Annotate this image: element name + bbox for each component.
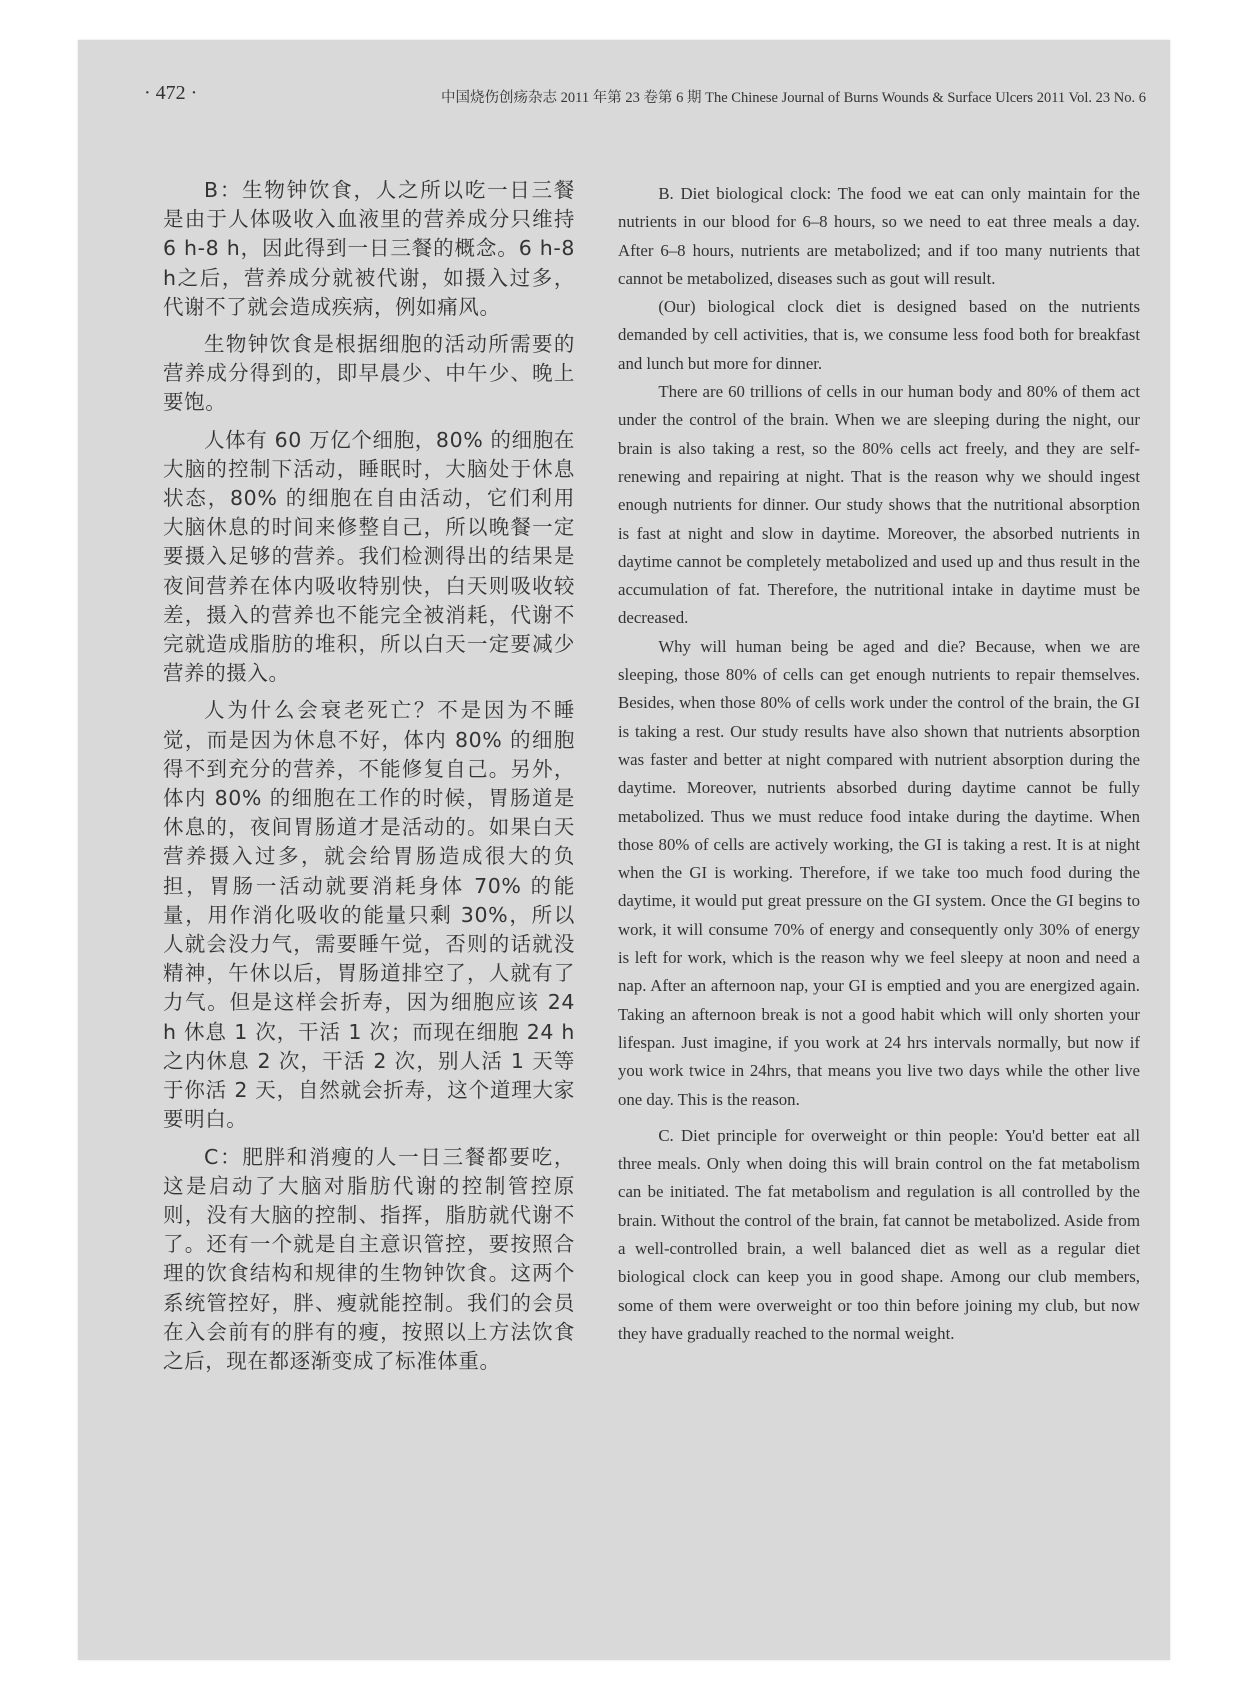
cn-paragraph-clock-diet: 生物钟饮食是根据细胞的活动所需要的营养成分得到的，即早晨少、中午少、晚上要饱。	[163, 332, 575, 415]
en-paragraph-b: B. Diet biological clock: The food we eat can only maintain for the nutrients in our blood for 6–8 hours, so we need to eat three meals a day. After 6–8 hours, nutrients are metabolized; and if too many nutrients that cannot be metabolized, diseases such as gout will result.	[618, 184, 1140, 288]
cn-paragraph-aging: 人为什么会衰老死亡？不是因为不睡觉，而是因为休息不好，体内 80% 的细胞得不到充分的营养，不能修复自己。另外，体内 80% 的细胞在工作的时候，胃肠道是休息的，夜间胃肠道才是活动的。如果白天营养摄入过多，就会给胃肠造成很大的负担，胃肠一活动就要消耗身体 70% 的能量，用作消化吸收的能量只剩 30%，所以人就会没力气，需要睡午觉，否则的话就没精神，午休以后，胃肠道排空了，人就有了力气。但是这样会折寿，因为细胞应该 24 h 休息 1 次，干活 1 次；而现在细胞 24 h 之内休息 2 次，干活 2 次，别人活 1 天等于你活 2 天，自然就会折寿，这个道理大家要明白。	[163, 698, 575, 1132]
en-paragraph-cells: There are 60 trillions of cells in our human body and 80% of them act under the control of the brain. When we are sleeping during the night, our brain is also taking a rest, so the 80% cells act freely, and they are self-renewing and repairing at night. That is the reason why we should ingest enough nutrients for dinner. Our study shows that the nutritional absorption is fast at night and slow in daytime. Moreover, the absorbed nutrients in daytime cannot be completely metabolized and used up and thus result in the accumulation of fat. Therefore, the nutritional intake in daytime must be decreased.	[618, 382, 1140, 628]
running-head: 中国烧伤创疡杂志 2011 年第 23 卷第 6 期 The Chinese Journal of Burns Wounds & Surface Ulcers 2011 Vol. 23 No. 6	[441, 90, 1146, 106]
english-column	[618, 180, 1140, 1348]
cn-paragraph-b: B：生物钟饮食，人之所以吃一日三餐是由于人体吸收入血液里的营养成分只维持 6 h-8 h，因此得到一日三餐的概念。6 h-8 h之后，营养成分就被代谢，如摄入过多，代谢不了就会造成疾病，例如痛风。	[163, 178, 575, 319]
en-paragraph-aging: Why will human being be aged and die? Because, when we are sleeping, those 80% of cells can get enough nutrients to repair themselves. Besides, when those 80% of cells work under the control of the brain, the GI is taking a rest. Our study results have also shown that nutrients absorption was faster and better at night compared with nutrient absorption during the daytime. Moreover, nutrients absorbed during daytime cannot be fully metabolized. Thus we must reduce food intake during the daytime. When those 80% of cells are actively working, the GI is taking a rest. It is at night when the GI is working. Therefore, if we take too much food during the daytime, it would put great pressure on the GI system. Once the GI begins to work, it will consume 70% of energy and consequently only 30% of energy is left for work, which is the reason why we feel sleepy at noon and need a nap. After an afternoon nap, your GI is emptied and you are energized again. Taking an afternoon break is not a good habit which will only shorten your lifespan. Just imagine, if you work at 24 hrs intervals normally, but now if you work twice in 24hrs, that means you live two days while the other live one day. This is the reason.	[618, 636, 1140, 1109]
chinese-column	[163, 176, 575, 1384]
page-number: · 472 ·	[144, 82, 198, 104]
en-paragraph-clock-diet: (Our) biological clock diet is designed based on the nutrients demanded by cell activities, that is, we consume less food both for breakfast and lunch but more for dinner.	[618, 297, 1140, 373]
en-paragraph-c: C. Diet principle for overweight or thin people: You'd better eat all three meals. Only when doing this will brain control on the fat metabolism can be initiated. The fat metabolism and regulation is all controlled by the brain. Without the control of the brain, fat cannot be metabolized. Aside from a well-controlled brain, a well balanced diet as well as a regular diet biological clock can keep you in good shape. Among our club members, some of them were overweight or too thin before joining my club, but now they have gradually reached to the normal weight.	[618, 1125, 1140, 1343]
cn-paragraph-cells: 人体有 60 万亿个细胞，80% 的细胞在大脑的控制下活动，睡眠时，大脑处于休息状态，80% 的细胞在自由活动，它们利用大脑休息的时间来修整自己，所以晚餐一定要摄入足够的营养。我们检测得出的结果是夜间营养在体内吸收特别快，白天则吸收较差，摄入的营养也不能完全被消耗，代谢不完就造成脂肪的堆积，所以白天一定要减少营养的摄入。	[163, 427, 575, 686]
cn-paragraph-c: C：肥胖和消瘦的人一日三餐都要吃，这是启动了大脑对脂肪代谢的控制管控原则，没有大脑的控制、指挥，脂肪就代谢不了。还有一个就是自主意识管控，要按照合理的饮食结构和规律的生物钟饮食。这两个系统管控好，胖、瘦就能控制。我们的会员在入会前有的胖有的瘦，按照以上方法饮食之后，现在都逐渐变成了标准体重。	[163, 1144, 575, 1373]
